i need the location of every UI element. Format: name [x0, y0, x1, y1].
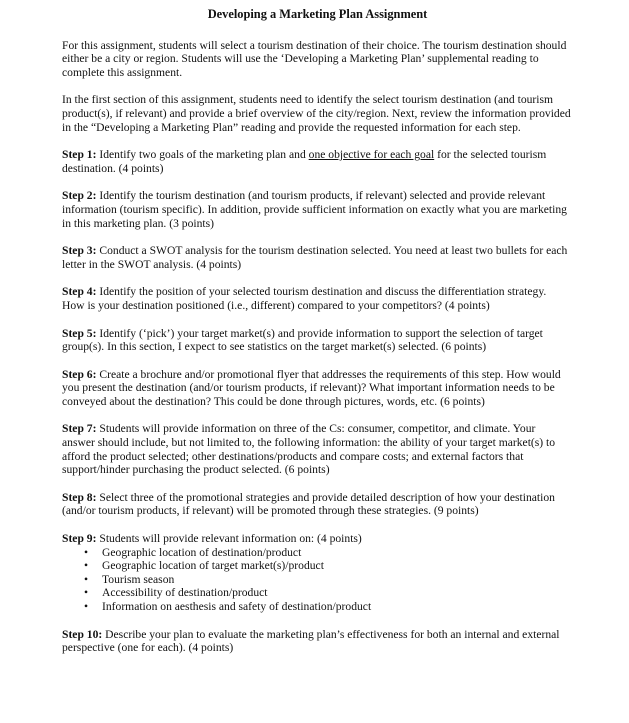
step-label: Step 3:	[62, 244, 97, 258]
list-item-text: Geographic location of target market(s)/product	[102, 559, 324, 573]
bullet-icon: •	[84, 572, 89, 586]
step-text: Students will provide relevant information on: (4 points)	[96, 532, 362, 546]
step-7	[62, 422, 571, 476]
step-2	[62, 189, 571, 230]
bullet-icon: •	[84, 600, 89, 613]
intro-paragraph-2: In the first section of this assignment, students need to identify the select tourism destination (and tourism product(s), if relevant) and provide a brief overview of the city/region. Next, review the information provided in the “Developing a Marketing Plan” reading and provide the requested information for each step.	[62, 93, 571, 134]
step-label: Step 4:	[62, 285, 97, 299]
list-item	[84, 586, 571, 600]
step-text: Select three of the promotional strategies and provide detailed description of how your destination (and/or tourism products, if relevant) will be promoted through these strategies. (9 points)	[62, 490, 555, 518]
bullet-icon: •	[84, 559, 89, 573]
list-item	[84, 559, 571, 573]
list-item-text: Tourism season	[102, 572, 175, 586]
step-text: Students will provide information on three of the Cs: consumer, competitor, and climate. Your answer should include, but not limited to, the following information: the ability of your target market(s) to afford the product selected; other destinations/products and compare costs; and external factors that support/hinder purchasing the product selected. (6 points)	[62, 422, 556, 477]
list-item	[84, 573, 571, 587]
list-item-text: Information on aesthesis and safety of destination/product	[102, 600, 372, 613]
step-label: Step 10:	[62, 627, 103, 641]
document-title: Developing a Marketing Plan Assignment	[207, 7, 428, 21]
step-6	[62, 368, 571, 409]
step-text: Identify the tourism destination (and tourism products, if relevant) selected and provide relevant information (tourism specific). In addition, provide sufficient information on exactly what you are marketing in this marketing plan. (3 points)	[62, 189, 567, 230]
step-text: Describe your plan to evaluate the marketing plan’s effectiveness for both an internal and external perspective (one for each). (4 points)	[62, 627, 560, 655]
step-label: Step 7:	[62, 422, 97, 436]
step-label: Step 5:	[62, 326, 97, 340]
step-text: Identify the position of your selected tourism destination and discuss the differentiation strategy. How is your destination positioned (i.e., different) compared to your competitors? (4 points)	[62, 285, 547, 312]
step-9	[62, 532, 571, 546]
bullet-icon: •	[84, 545, 89, 559]
step-label: Step 1:	[62, 148, 97, 162]
step-text: for the selected tourism destination. (4 points)	[62, 148, 547, 175]
step-label: Step 8:	[62, 490, 97, 504]
list-item	[84, 546, 571, 560]
step-text-underlined: one objective for each goal	[308, 148, 435, 162]
list-item	[84, 600, 571, 614]
step-label: Step 2:	[62, 189, 97, 203]
step-4	[62, 285, 571, 312]
list-item-text: Geographic location of destination/product	[102, 545, 302, 559]
intro-paragraph-1: For this assignment, students will select a tourism destination of their choice. The tourism destination should either be a city or region. Students will use the ‘Developing a Marketing Plan’ supplemental reading to complete this assignment.	[62, 38, 567, 79]
step-10	[62, 628, 571, 655]
step-label: Step 6:	[62, 367, 97, 381]
step-text: Conduct a SWOT analysis for the tourism destination selected. You need at least two bullets for each letter in the SWOT analysis. (4 points)	[62, 244, 568, 271]
step-text: Create a brochure and/or promotional flyer that addresses the requirements of this step. How would you present the destination (and/or tourism products, if relevant)? What important information needs to be conveyed about the destination? This could be done through pictures, words, etc. (6 points)	[62, 367, 561, 408]
list-item-text: Accessibility of destination/product	[102, 586, 268, 600]
bullet-icon: •	[84, 586, 89, 600]
step-8	[62, 491, 571, 518]
step-label: Step 9:	[62, 532, 97, 546]
step-text: Identify two goals of the marketing plan and	[96, 148, 309, 162]
step-5	[62, 327, 571, 354]
step-9-bullet-list	[62, 546, 571, 614]
step-text: Identify (‘pick’) your target market(s) and provide information to support the selection of target group(s). In this section, I expect to see statistics on the target market(s) selected. (6 points)	[62, 326, 543, 354]
step-3	[62, 244, 571, 271]
step-1	[62, 148, 571, 175]
